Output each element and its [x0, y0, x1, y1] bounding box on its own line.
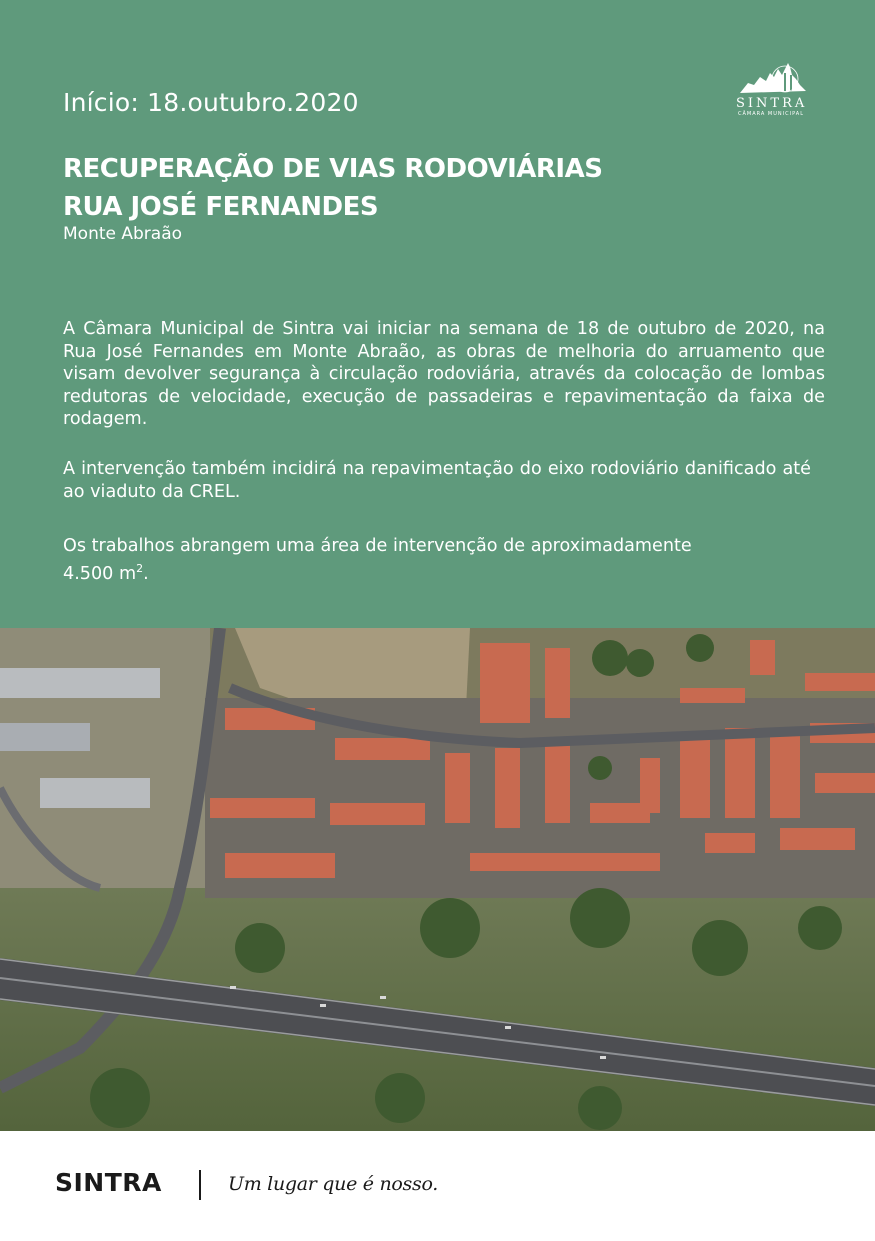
- footer-slogan: Um lugar que é nosso.: [228, 1173, 438, 1195]
- paragraph-3: [63, 535, 825, 585]
- logo-wordmark: SINTRA: [736, 96, 808, 111]
- area-unit-exponent: 2: [136, 561, 144, 575]
- title-line-1: RECUPERAÇÃO DE VIAS RODOVIÁRIAS: [63, 154, 603, 184]
- area-period: .: [143, 563, 149, 584]
- footer-brand: SINTRA: [55, 1168, 162, 1197]
- page-title: [63, 150, 602, 226]
- aerial-photo: [0, 628, 875, 1131]
- footer-divider: [199, 1170, 201, 1200]
- locality: Monte Abraão: [63, 224, 183, 244]
- start-date: Início: 18.outubro.2020: [63, 88, 359, 117]
- logo-subtitle: CÂMARA MUNICIPAL: [738, 111, 804, 117]
- paragraph-2: A intervenção também incidirá na repavimentação do eixo rodoviário danificado até ao viaduto da CREL.: [63, 459, 811, 502]
- paragraph-3-line-1: Os trabalhos abrangem uma área de intervenção de aproximadamente: [63, 536, 692, 556]
- area-value: 4.500 m: [63, 563, 137, 584]
- title-line-2: RUA JOSÉ FERNANDES: [63, 192, 379, 222]
- paragraph-1: A Câmara Municipal de Sintra vai iniciar na semana de 18 de outubro de 2020, na Rua José Fernandes em Monte Abraão, as obras de melhoria do arruamento que visam devolver segurança à circulação rodoviária, através da colocação de lombas redutoras de velocidade, execução de passadeiras e repavimentação da faixa de rodagem.: [63, 319, 825, 429]
